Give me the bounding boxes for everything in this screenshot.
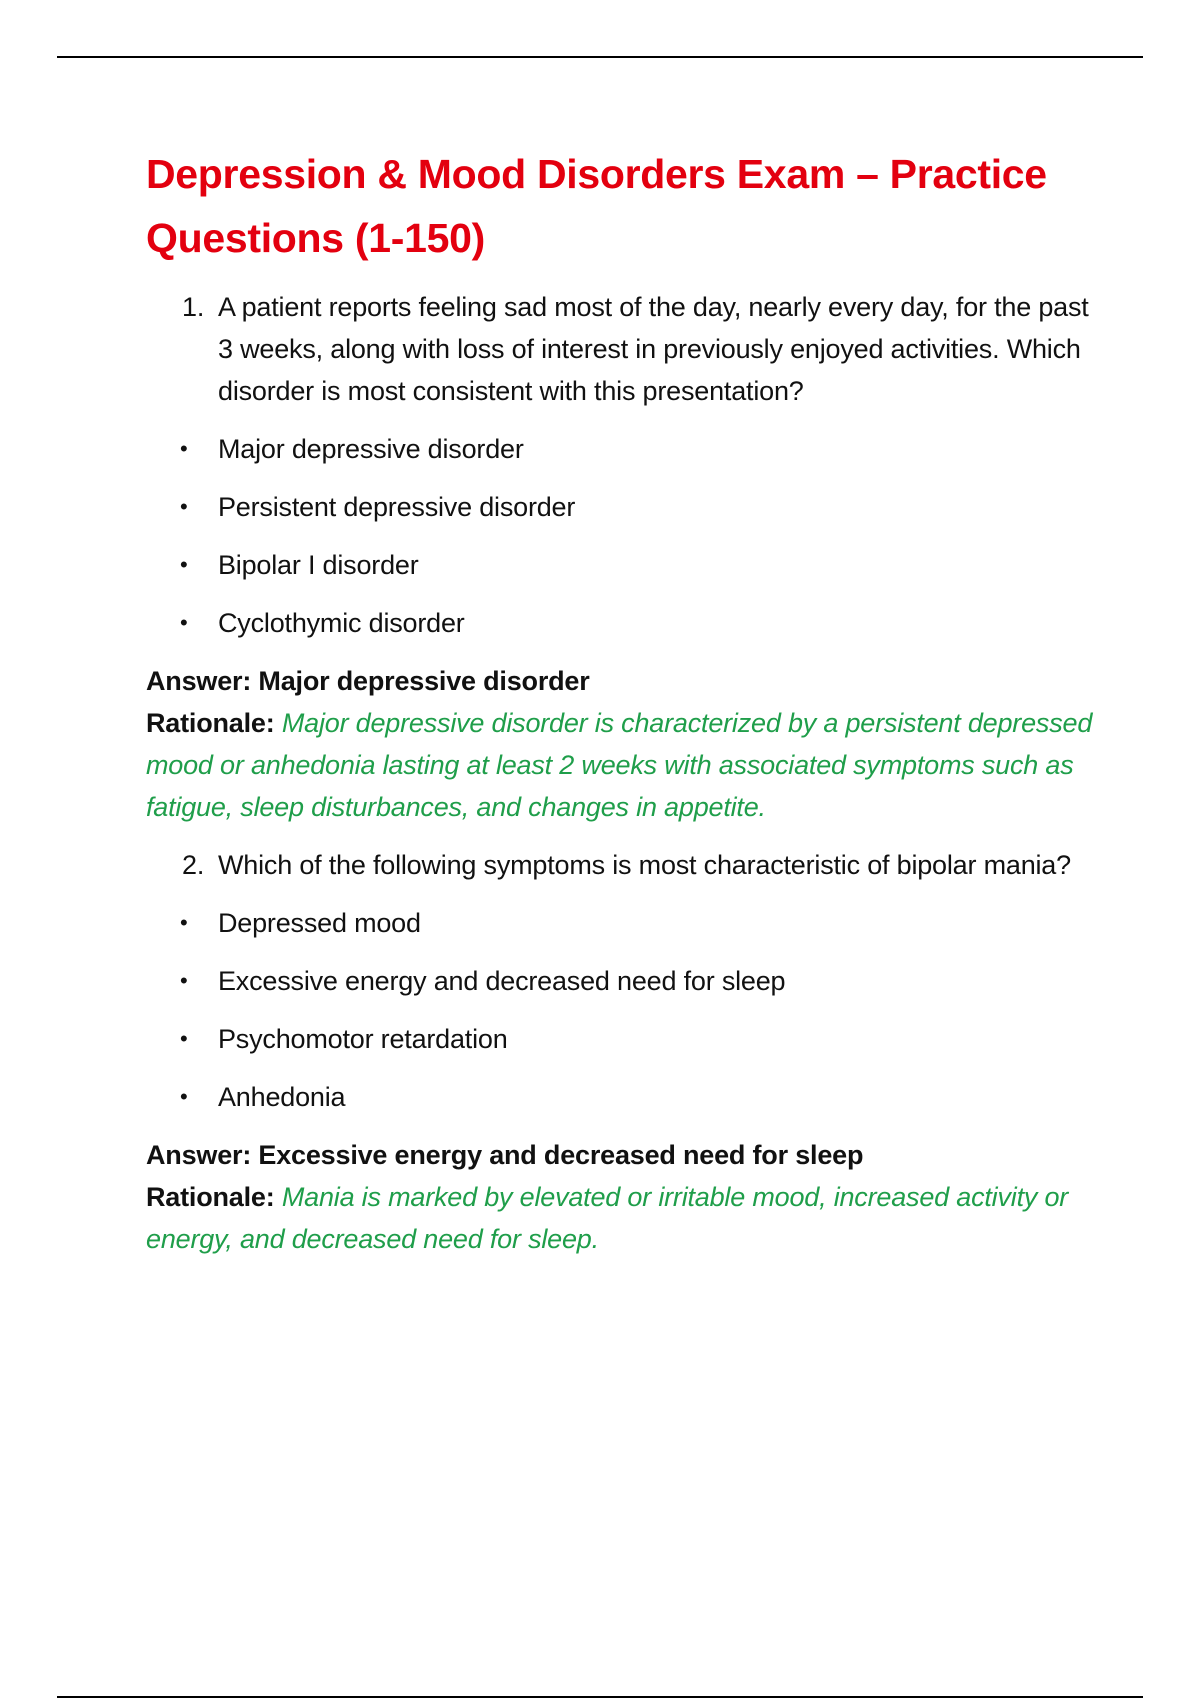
rationale-text: Mania is marked by elevated or irritable mood, increased activity or energy, and decreased need for sleep. — [146, 1182, 1069, 1254]
option-item — [146, 486, 1106, 528]
document-title: Depression & Mood Disorders Exam – Practice Questions (1-150) — [146, 151, 1047, 261]
bullet-icon: • — [180, 1026, 188, 1051]
bullet-icon: • — [180, 1084, 188, 1109]
option-item — [146, 602, 1106, 644]
bullet-icon: • — [180, 494, 188, 519]
question-2 — [146, 844, 1106, 886]
question-number: 2. — [182, 850, 205, 880]
header-rule — [57, 56, 1143, 58]
option-text: Depressed mood — [218, 908, 421, 938]
option-text: Anhedonia — [218, 1082, 346, 1112]
option-text: Bipolar I disorder — [218, 550, 419, 580]
question-text: Which of the following symptoms is most characteristic of bipolar mania? — [218, 850, 1071, 880]
option-item — [146, 428, 1106, 470]
option-text: Excessive energy and decreased need for sleep — [218, 966, 786, 996]
rationale — [146, 1176, 1106, 1260]
option-text: Persistent depressive disorder — [218, 492, 576, 522]
document-body — [146, 142, 1106, 1276]
option-item — [146, 544, 1106, 586]
rationale-label: Rationale: — [146, 1182, 275, 1212]
answer-options — [146, 428, 1106, 644]
option-text: Cyclothymic disorder — [218, 608, 465, 638]
option-text: Psychomotor retardation — [218, 1024, 508, 1054]
rationale — [146, 702, 1106, 828]
question-block-2 — [146, 844, 1106, 1260]
option-item — [146, 1018, 1106, 1060]
question-block-1 — [146, 286, 1106, 828]
option-text: Major depressive disorder — [218, 434, 524, 464]
answer-options — [146, 902, 1106, 1118]
rationale-text: Major depressive disorder is characterized by a persistent depressed mood or anhedonia lasting at least 2 weeks with associated symptoms such as fatigue, sleep disturbances, and changes in appetite. — [146, 708, 1093, 822]
question-number: 1. — [182, 292, 205, 322]
bullet-icon: • — [180, 968, 188, 993]
bullet-icon: • — [180, 610, 188, 635]
answer-line: Answer: Major depressive disorder — [146, 666, 590, 696]
footer-rule — [57, 1696, 1143, 1698]
option-item — [146, 1076, 1106, 1118]
question-1 — [146, 286, 1106, 412]
question-text: A patient reports feeling sad most of the day, nearly every day, for the past 3 weeks, along with loss of interest in previously enjoyed activities. Which disorder is most consistent with this presentation? — [218, 292, 1089, 406]
bullet-icon: • — [180, 436, 188, 461]
option-item — [146, 960, 1106, 1002]
answer-line: Answer: Excessive energy and decreased need for sleep — [146, 1140, 864, 1170]
bullet-icon: • — [180, 552, 188, 577]
bullet-icon: • — [180, 910, 188, 935]
rationale-label: Rationale: — [146, 708, 275, 738]
option-item — [146, 902, 1106, 944]
